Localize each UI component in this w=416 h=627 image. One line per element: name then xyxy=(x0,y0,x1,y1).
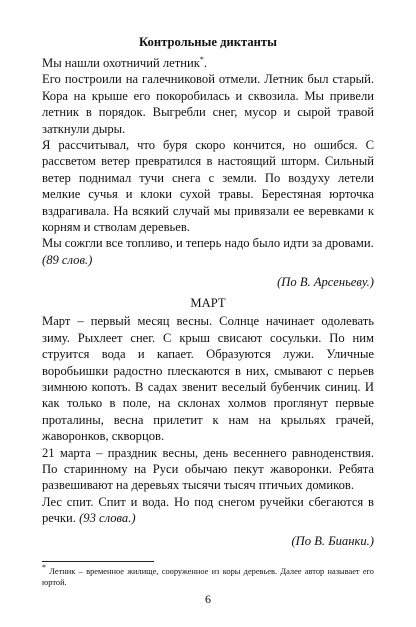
footnote-mark: * xyxy=(42,563,46,573)
dictation-1-paragraph-3: Я рассчитывал, что буря скоро кончится, но ошибся. С рассветом ветер превратился в настоящий шторм. Сильный ветер поднимал тучи снега с земли. По воздуху летели мелкие сучья и клоки сухой травы. Берестяная юрточка вздрагивала. На всякий случай мы привязали ее веревками к корням и стволам деревьев. xyxy=(42,138,374,235)
dictation-1-paragraph-2: Его построили на галечниковой отмели. Летник был старый. Кора на крыше его покоробилась и сквозила. Мы привели летник в порядок. Выгребли снег, мусор и сырой травой заткнули дыры. xyxy=(42,72,374,136)
footnote xyxy=(42,563,374,588)
dictation-1-paragraph-1-text: Мы нашли охотничий летник xyxy=(42,56,200,70)
footnote-text: Летник – временное жилище, сооруженное из коры деревьев. Далее автор называет его юртой. xyxy=(42,567,374,587)
dictation-1-author: (По В. Арсеньеву.) xyxy=(277,275,374,290)
dictation-2-paragraph-3 xyxy=(42,494,374,527)
dictation-2-paragraph-2: 21 марта – праздник весны, день весеннего равноденствия. По старинному на Руси обычаю пекут жаворонки. Ребята развешивают на деревьях тысячи тысяч птичьих домиков. xyxy=(42,445,374,493)
dictation-1 xyxy=(42,55,374,290)
dictation-1-paragraph-1-tail: . xyxy=(203,56,208,70)
dictation-1-paragraph-4: Мы сожгли все топливо, и теперь надо было идти за дровами. xyxy=(42,236,374,251)
dictation-2-title: МАРТ xyxy=(190,296,226,311)
footnote-reference: * xyxy=(199,54,204,64)
dictation-1-word-count: (89 слов.) xyxy=(42,252,93,267)
page-title: Контрольные диктанты xyxy=(139,35,277,49)
page-number: 6 xyxy=(205,592,211,606)
dictation-1-paragraph-1 xyxy=(42,55,374,71)
dictation-2-paragraph-3-text: Лес спит. Спит и вода. Но под снегом ручейки сбегаются в речки. xyxy=(42,494,374,526)
dictation-2-paragraph-1: Март – первый месяц весны. Солнце начинает одолевать зиму. Рыхлеет снег. С крыш свисают сосульки. По ним струится вода и капает. Образуются лужи. Уличные воробьишки радостно плескаются в них, смывают с перьев зимнюю копоть. В садах звенит веселый бубенчик синиц. И как только в поле, на склонах холмов проглянут первые проталины, весна прилетит к нам на крыльях грачей, жаворонков, скворцов. xyxy=(42,314,374,444)
footnote-divider xyxy=(42,561,154,562)
dictation-2 xyxy=(42,295,374,548)
dictation-2-author: (По В. Бианки.) xyxy=(291,533,374,548)
dictation-2-word-count: (93 слова.) xyxy=(79,511,136,526)
